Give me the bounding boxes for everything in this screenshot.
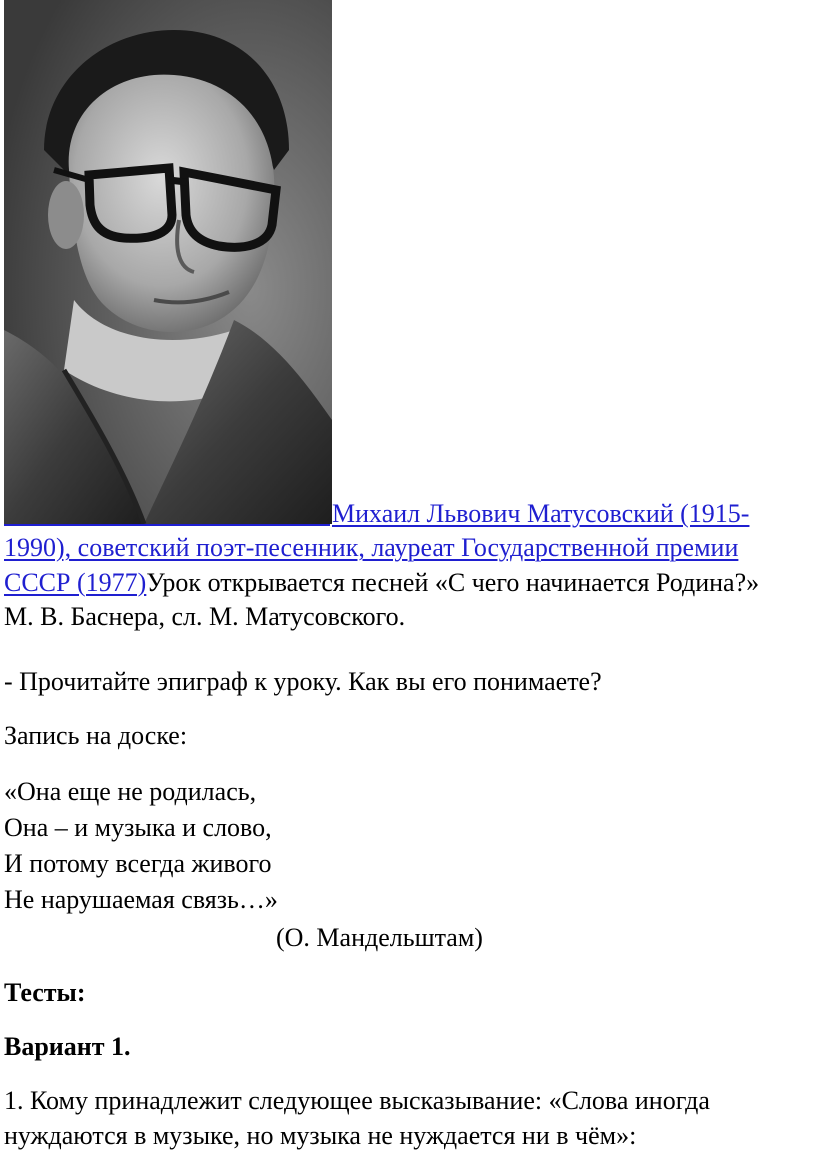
caption-link-line1[interactable]: Михаил Львович Матусовский (1915- <box>332 499 750 528</box>
poem-line: И потому всегда живого <box>4 849 272 878</box>
question-1-line2: нуждаются в музыке, но музыка не нуждается ни в чём»: <box>4 1120 637 1150</box>
caption-paragraph <box>4 531 812 635</box>
poem-line: Не нарушаемая связь…» <box>4 885 278 914</box>
link-underline <box>4 524 330 526</box>
variant-heading: Вариант 1. <box>4 1032 131 1061</box>
epigraph-poem <box>4 774 278 918</box>
poem-author: (О. Мандельштам) <box>276 923 483 952</box>
portrait-photo[interactable] <box>4 0 332 524</box>
lesson-intro-text-cont: М. В. Баснера, сл. М. Матусовского. <box>4 602 406 631</box>
lesson-intro-text: Урок открывается песней «С чего начинается Родина?» <box>146 567 760 597</box>
question-1 <box>4 1084 812 1153</box>
question-1-line1: 1. Кому принадлежит следующее высказывание: «Слова иногда <box>4 1086 710 1115</box>
poem-line: Она – и музыка и слово, <box>4 813 272 842</box>
poem-line: «Она еще не родилась, <box>4 777 257 806</box>
tests-heading: Тесты: <box>4 978 86 1007</box>
caption-link-line2[interactable]: 1990), советский поэт-песенник, лауреат Государственной премии <box>4 533 739 562</box>
board-label: Запись на доске: <box>4 721 188 750</box>
caption-link-line3[interactable]: СССР (1977) <box>4 567 147 597</box>
question-text: - Прочитайте эпиграф к уроку. Как вы его понимаете? <box>4 667 602 696</box>
